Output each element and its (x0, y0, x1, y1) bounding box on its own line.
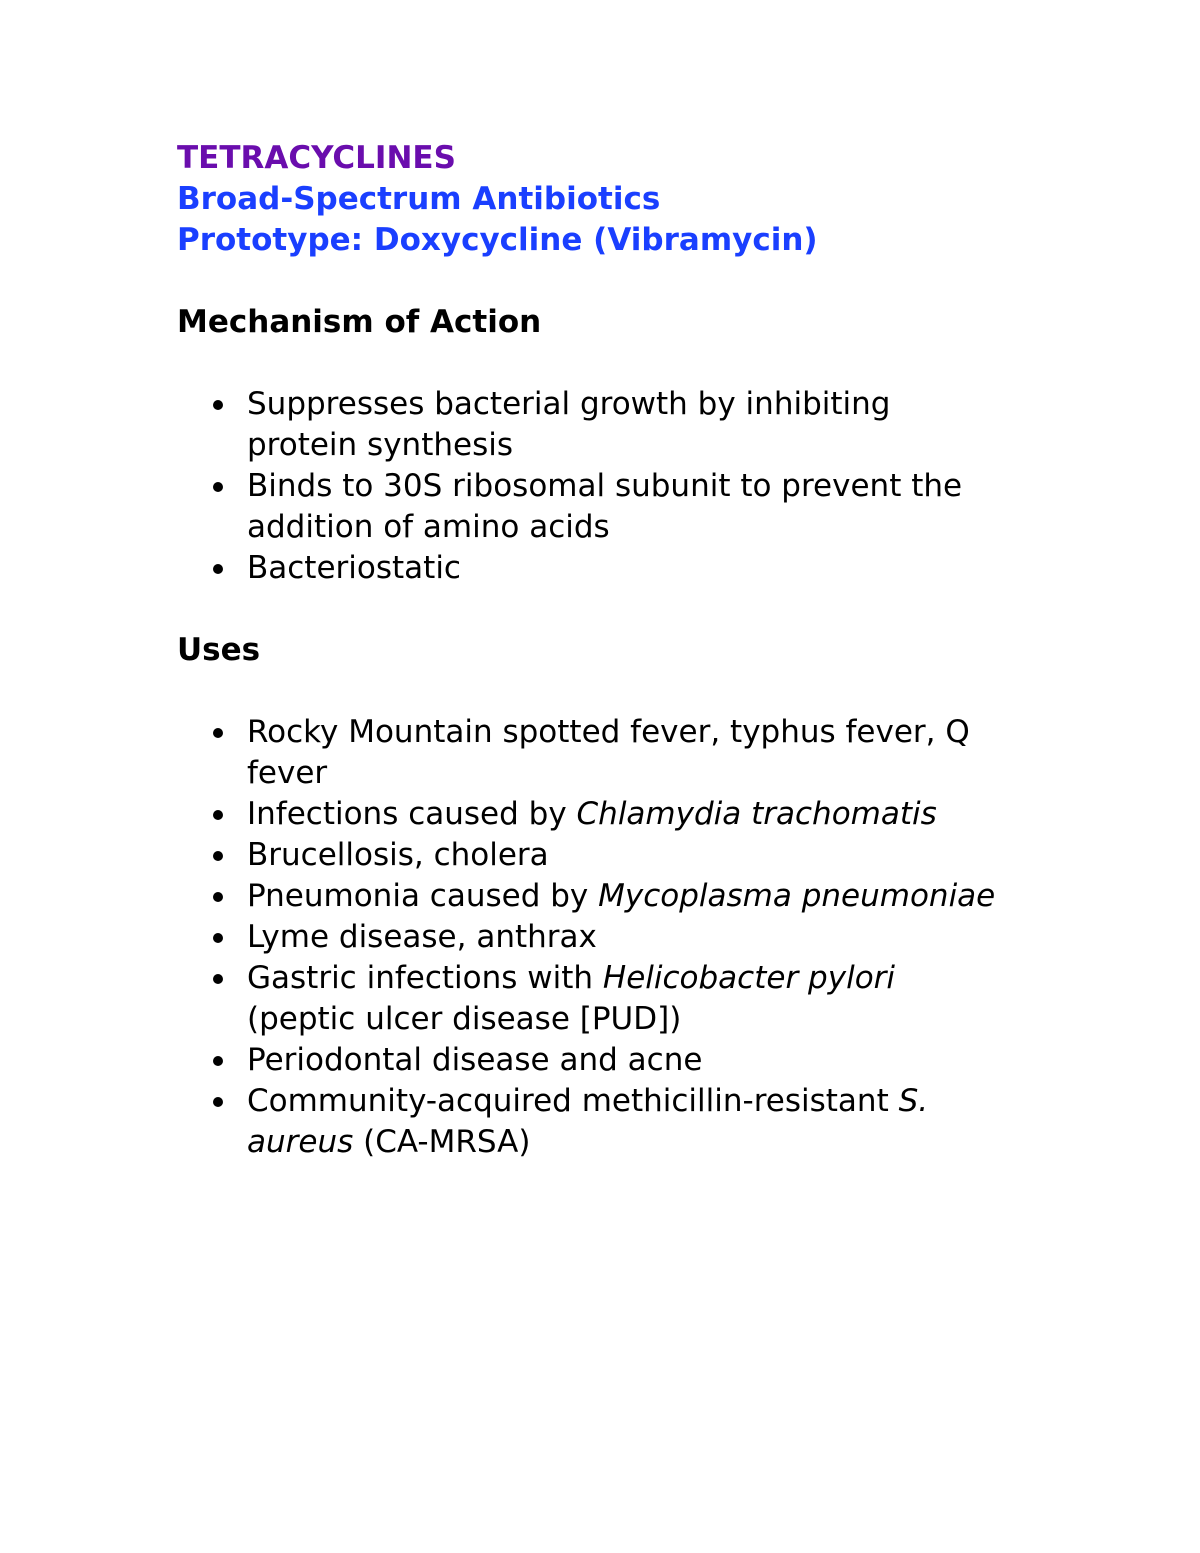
bullet-icon (213, 851, 223, 861)
document-subtitle: Broad-Spectrum Antibiotics (177, 181, 661, 217)
organism-name: S. aureus (247, 1083, 929, 1160)
list-item-text: Rocky Mountain spotted fever, typhus fever, Q fever (247, 714, 970, 791)
list-item-text: Binds to 30S ribosomal subunit to prevent the addition of amino acids (247, 468, 963, 545)
bullet-icon (213, 974, 223, 984)
document-title: TETRACYCLINES (177, 140, 456, 176)
list-item (177, 835, 1007, 876)
list-item-text: Pneumonia caused by (247, 878, 599, 914)
list-item-text: Infections caused by (247, 796, 577, 832)
list-item (177, 917, 1007, 958)
list-item (177, 712, 1007, 794)
list-item (177, 876, 1007, 917)
bullet-icon (213, 933, 223, 943)
uses-heading: Uses (177, 632, 261, 668)
list-item (177, 384, 1007, 466)
list-item-text: Community-acquired methicillin-resistant (247, 1083, 899, 1119)
list-item (177, 958, 1007, 1040)
list-item (177, 1040, 1007, 1081)
list-item-text: Lyme disease, anthrax (247, 919, 597, 955)
organism-name: Chlamydia trachomatis (576, 796, 937, 832)
list-item-text: (CA-MRSA) (353, 1124, 531, 1160)
organism-name: Helicobacter pylori (602, 960, 896, 996)
list-item-text: Gastric infections with (247, 960, 603, 996)
uses-list (177, 712, 1077, 1163)
list-item-text: Bacteriostatic (247, 550, 461, 586)
organism-name: Mycoplasma pneumoniae (598, 878, 996, 914)
list-item-text: Periodontal disease and acne (247, 1042, 703, 1078)
list-item-text: Brucellosis, cholera (247, 837, 549, 873)
list-item (177, 1081, 1007, 1163)
bullet-icon (213, 564, 223, 574)
bullet-icon (213, 400, 223, 410)
bullet-icon (213, 892, 223, 902)
document-page (177, 138, 1077, 1163)
list-item-text: Suppresses bacterial growth by inhibiting protein synthesis (247, 386, 891, 463)
bullet-icon (213, 810, 223, 820)
mechanism-heading: Mechanism of Action (177, 304, 542, 340)
list-item (177, 548, 1007, 589)
bullet-icon (213, 1056, 223, 1066)
bullet-icon (213, 1097, 223, 1107)
prototype-line: Prototype: Doxycycline (Vibramycin) (177, 222, 818, 258)
list-item (177, 466, 1007, 548)
list-item (177, 794, 1007, 835)
list-item-text: (peptic ulcer disease [PUD]) (247, 1001, 682, 1037)
bullet-icon (213, 728, 223, 738)
bullet-icon (213, 482, 223, 492)
mechanism-list (177, 384, 1077, 589)
